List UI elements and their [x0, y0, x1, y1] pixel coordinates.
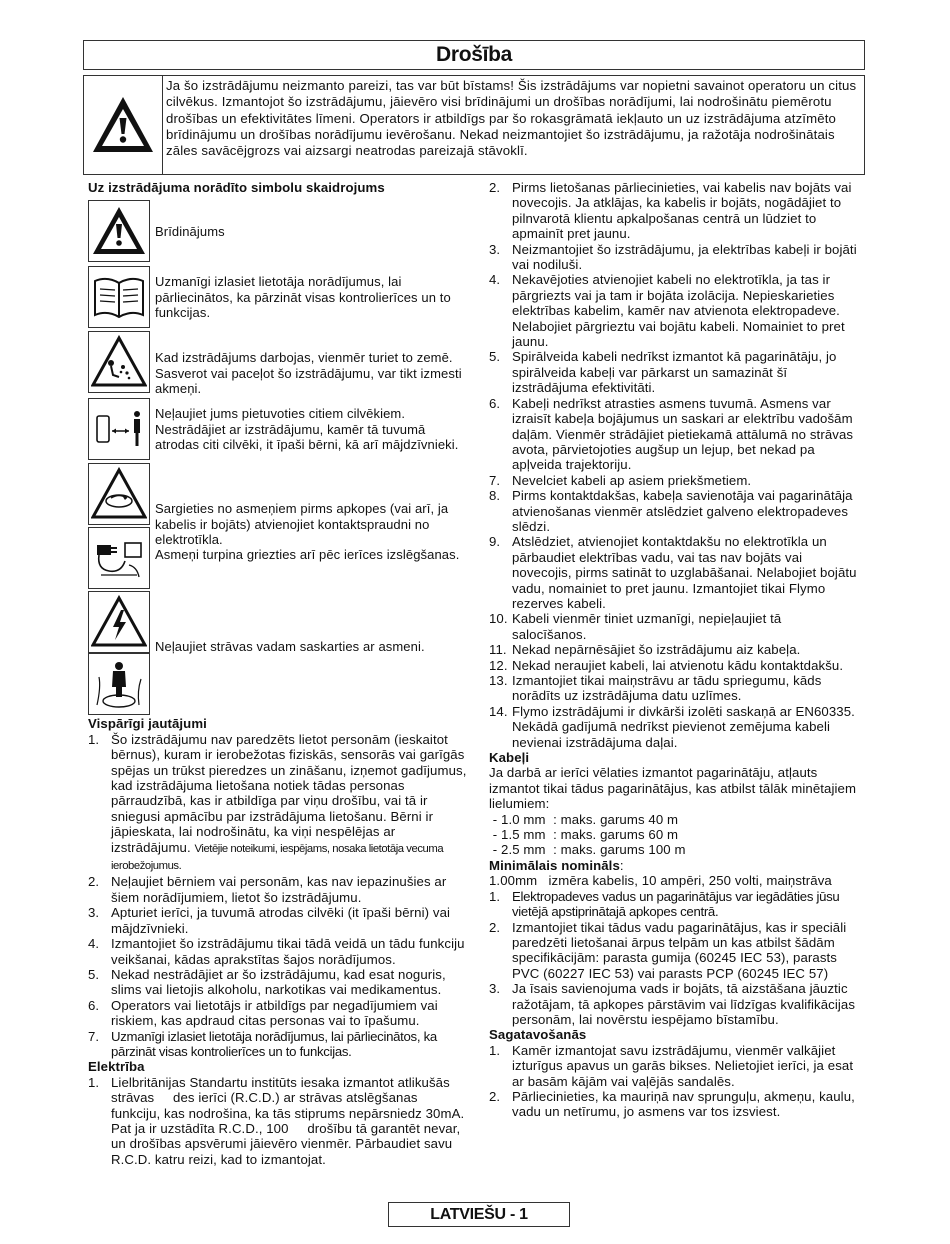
list-item: 12. Nekad neraujiet kabeli, lai atvienotu kādu kontaktdakšu.	[489, 657, 844, 673]
symbol-group-electric	[88, 591, 468, 716]
list-item: 11. Nekad nepārnēsājiet šo izstrādājumu aiz kabeļa.	[489, 642, 801, 658]
cable-spec-row: - 2.5 mm : maks. garums 100 m	[489, 842, 686, 858]
cable-spec-row: - 1.5 mm : maks. garums 60 m	[489, 827, 679, 843]
intro-warning-cell	[84, 76, 163, 174]
list-item: 6. Kabeļi nedrīkst atrasties asmens tuvumā. Asmens var izraisīt kabeļa bojājumus un saskari ar elektrību vadošām daļām. Vienmēr strādājiet pietiekamā attālumā no strāvas avota, pārvietojoties augšup un lejup, bet nekad pa apļveida trajektoriju.	[489, 395, 854, 473]
warning-triangle-icon	[91, 204, 147, 258]
list-item: 2. Izmantojiet tikai tādus vadu pagarinātājus, kas ir speciāli paredzēti lietošanai ārpus telpām un kas atbilst šādām specifikācijām: parasta gumija (60245 IEC 53), parasts PVC (60227 IEC 53) vai parasts PCP (60245 IEC 57)	[489, 919, 847, 981]
min-rating-heading: Minimālais nomināls	[489, 857, 620, 873]
warning-triangle-icon	[90, 94, 156, 156]
symbol-row-manual	[88, 265, 468, 329]
list-item: 7. Uzmanīgi izlasiet lietotāja norādījumus, lai pārliecinātos, ka pārzināt visas kontrolierīces un to funkcijas.	[88, 1028, 437, 1059]
list-item: 14. Flymo izstrādājumi ir divkārši izolēti saskaņā ar EN60335. Nekādā gadījumā nedrīkst pievienot zemējuma kabeli nevienai izstrādājuma daļai.	[489, 703, 855, 750]
list-item: 1. Kamēr izmantojat savu izstrādājumu, vienmēr valkājiet izturīgus apavus un garās bikses. Nelietojiet ierīci, ja esat ar basām kājām vai vaļējās sandalēs.	[489, 1042, 854, 1089]
list-item: 3. Apturiet ierīci, ja tuvumā atrodas cilvēki (it īpaši bērni) vai mājdzīvnieki.	[88, 905, 451, 936]
page-footer: LATVIEŠU - 1	[430, 1206, 528, 1223]
bystander-distance-icon	[91, 402, 147, 456]
page-title-box	[83, 40, 865, 70]
list-item: 7. Nevelciet kabeli ap asiem priekšmetiem.	[489, 472, 752, 488]
list-item: 1. Šo izstrādājumu nav paredzēts lietot personām (ieskaitot bērnus), kuram ir ierobežotas fiziskās, sensorās vai garīgās spējas un trūkst pieredzes un zināšanu, izņemot gadījumus, kad izstrādājuma lietošana notiek tādas personas pārraudzībā, kas ir atbildīga par viņu drošību, vai tā ir sniegusi apmācību par izstrādājuma lietošanu. Bērni ir jāpieskata, lai nodrošinātu, ka viņi nespēlējas ar izstrādājumu. Vietējie noteikumi, iespējams, nosaka lietotāja vecuma ierobežojumus.	[88, 731, 467, 873]
symbol-text-blades: Sargieties no asmeņiem pirms apkopes (vai arī, ja kabelis ir bojāts) atvienojiet kontaktspraudni no elektrotīkla.	[155, 501, 449, 548]
electricity-list-part1	[88, 1075, 468, 1167]
min-rating-line: Minimālais nomināls:	[489, 857, 624, 873]
intro-text: Ja šo izstrādājumu neizmanto pareizi, tas var būt bīstams! Šis izstrādājums var nopietni savainot operatoru un citus cilvēkus. Izmantojot šo izstrādājumu, jāievēro visi brīdinājumi un drošības norādījumi, lai nodrošinātu piemērotu drošības un efektivitātes līmeni. Operators ir atbildīgs par šo rokasgrāmatā iekļauto un uz izstrādājuma atzīmēto brīdinājumu un drošības norādījumu ievērošanu. Nekad neizmantojiet šo izstrādājumu, ja ražotāja nodrošinātais zāles savācējgrozs vai aizsargi neatrodas pareizajā stāvoklī.	[166, 78, 857, 159]
electric-hazard-icon	[91, 595, 147, 649]
page-title: Drošība	[435, 43, 513, 66]
general-heading: Vispārīgi jautājumi	[88, 716, 207, 732]
list-item: 2. Pārliecinieties, ka mauriņā nav sprunguļu, akmeņu, kaulu, vadu un netīrumu, jo asmens var tos izsviest.	[489, 1088, 855, 1120]
symbol-box	[88, 653, 150, 715]
list-item: 4. Nekavējoties atvienojiet kabeli no elektrotīkla, ja tas ir pārgriezts vai ja tam ir bojāta izolācija. Nepieskarieties elektrības kabelim, kamēr nav atvienota elektropadeve. Nelabojiet pārgrieztu vai bojātu kabeli. Nomainiet to pret jaunu.	[489, 272, 845, 350]
list-item: 8. Pirms kontaktdakšas, kabeļa savienotāja vai pagarinātāja atvienošanas vienmēr atslēdziet galveno elektropadeves slēdzi.	[489, 488, 853, 534]
symbol-box	[88, 463, 150, 525]
list-item: 6. Operators vai lietotājs ir atbildīgs par negadījumiem vai riskiem, kas apdraud citas personas vai to īpašumu.	[88, 997, 438, 1029]
flying-objects-icon	[91, 335, 147, 389]
symbol-box	[88, 591, 150, 653]
list-item: 1. Lielbritānijas Standartu institūts iesaka izmantot atlikušās strāvas des ierīci (R.C.D.) ar strāvas atslēgšanas funkciju, kas nodrošina, ka tās stiprums nepārsniedz 30mA. Pat ja ir uzstādīta R.C.D., 100 drošību tā garantēt nevar, un drošības apsvērumi jāievēro vienmēr. Pārbaudiet savu R.C.D. katru reizi, kad to izmantojat.	[88, 1074, 469, 1167]
cables-list	[489, 889, 859, 1028]
symbol-group-blades	[88, 463, 468, 589]
list-item: 3. Ja īsais savienojuma vads ir bojāts, tā aizstāšana jāuztic ražotājam, tā apkopes pārstāvim vai līdzīgas kvalifikācijas personām, lai novērstu iespējamo bīstamību.	[489, 981, 856, 1027]
list-item: 1. Elektropadeves vadus un pagarinātājus var iegādāties jūsu vietējā apstiprinātajā apkopes centrā.	[489, 888, 840, 920]
list-item: 5. Spirālveida kabeli nedrīkst izmantot kā pagarinātāju, jo spirālveida kabeļi var pārkarst un samazināt šī izstrādājuma efektivitāti.	[489, 349, 837, 396]
list-item: 2. Neļaujiet bērniem vai personām, kas nav iepazinušies ar šiem norādījumiem, lietot šo izstrādājumu.	[88, 874, 447, 905]
list-item: 5. Nekad nestrādājiet ar šo izstrādājumu, kad esat noguris, slims vai lietojis alkoholu, narkotikas vai medikamentus.	[88, 966, 446, 998]
symbol-box	[88, 398, 150, 460]
electricity-heading: Elektrība	[88, 1059, 145, 1075]
page-footer-box	[388, 1202, 570, 1227]
cables-heading: Kabeļi	[489, 750, 530, 766]
cables-intro: Ja darbā ar ierīci vēlaties izmantot pagarinātāju, atļauts izmantot tikai tādus pagarinātājus, kas atbilst tālāk minētajiem lielumiem:	[489, 765, 857, 812]
symbol-box	[88, 200, 150, 262]
symbol-row-warning	[88, 199, 468, 263]
symbol-text-cable: Neļaujiet strāvas vadam saskarties ar asmeni.	[155, 639, 425, 655]
general-item-1-text: Šo izstrādājumu nav paredzēts lietot personām (ieskaitot bērnus), kuram ir ierobežotas fiziskās, sensorās vai garīgās spējas un trūkst pieredzes un zināšanu, izņemot gadījumus, kad izstrādājuma lietošana notiek tādas personas pārraudzībā, kas ir atbildīga par viņu drošību, vai tā ir sniegusi apmācību par izstrādājuma lietošanu. Bērni ir jāpieskata, lai nodrošinātu, ka viņi nespēlējas ar izstrādājumu.	[111, 731, 467, 855]
symbol-text-bystanders: Neļaujiet jums pietuvoties citiem cilvēkiem. Nestrādājiet ar izstrādājumu, kamēr tā tuvumā atrodas citi cilvēki, it īpaši bērni, kā arī mājdzīvnieki.	[155, 406, 459, 453]
list-item: 3. Neizmantojiet šo izstrādājumu, ja elektrības kabeļi ir bojāti vai nodiluši.	[489, 241, 857, 273]
symbols-heading: Uz izstrādājuma norādīto simbolu skaidrojums	[88, 180, 385, 195]
general-item-1-note: Vietējie noteikumi, iespējams, nosaka lietotāja vecuma ierobežojumus.	[111, 842, 444, 873]
preparation-list	[489, 1043, 859, 1120]
preparation-heading: Sagatavošanās	[489, 1027, 587, 1043]
cable-blade-icon	[91, 657, 147, 711]
unplug-icon	[91, 531, 147, 585]
symbol-box	[88, 331, 150, 393]
symbol-text-warning: Brīdinājums	[155, 223, 225, 239]
right-column	[489, 180, 859, 1120]
symbol-text-manual: Uzmanīgi izlasiet lietotāja norādījumus, lai pārliecinātos, ka pārzināt visas kontrolierīces un to funkcijas.	[155, 274, 451, 321]
electricity-list-part2	[489, 180, 859, 750]
list-item: 13. Izmantojiet tikai maiņstrāvu ar tādu spriegumu, kāds norādīts uz izstrādājuma datu uzlīmes.	[489, 673, 822, 704]
symbol-text-flying-objects: Kad izstrādājums darbojas, vienmēr turiet to zemē. Sasverot vai paceļot šo izstrādājumu, var tikt izmesti akmeņi.	[155, 350, 462, 397]
list-item: 10. Kabeli vienmēr tiniet uzmanīgi, nepieļaujiet tā salocīšanos.	[489, 611, 782, 642]
list-item: 4. Izmantojiet šo izstrādājumu tikai tādā veidā un tādu funkciju veikšanai, kādas aprakstītas šajos norādījumos.	[88, 936, 465, 967]
list-item: 9. Atslēdziet, atvienojiet kontaktdakšu no elektrotīkla un pārbaudiet elektrības vadu, vai tas nav bojāts vai novecojis, pirms satināt to uzglabāšanai. Nelabojiet bojātu vadu, nomainiet to pret jaunu. Izmantojiet tikai Flymo rezerves kabeli.	[489, 534, 857, 611]
left-column	[88, 180, 468, 1167]
symbol-row-flying-objects	[88, 331, 468, 395]
general-list	[88, 732, 468, 1060]
symbol-box	[88, 527, 150, 589]
cable-spec-row: - 1.0 mm : maks. garums 40 m	[489, 811, 679, 827]
rotating-blade-icon	[91, 467, 147, 521]
min-rating-text: 1.00mm izmēra kabelis, 10 ampēri, 250 volti, maiņstrāva	[489, 873, 832, 889]
intro-warning-box	[83, 75, 865, 175]
list-item: 2. Pirms lietošanas pārliecinieties, vai kabelis nav bojāts vai novecojis. Ja atklājas, ka kabelis ir bojāts, nogādājiet to pilnvarotā klientu apkalpošanas centrā un lūdziet to apmainīt pret jaunu.	[489, 180, 852, 242]
manual-book-icon	[91, 273, 147, 321]
symbol-box	[88, 266, 150, 328]
symbol-row-bystanders	[88, 397, 468, 461]
symbol-text-blades-continue: Asmeņi turpina griezties arī pēc ierīces izslēgšanas.	[155, 547, 460, 563]
